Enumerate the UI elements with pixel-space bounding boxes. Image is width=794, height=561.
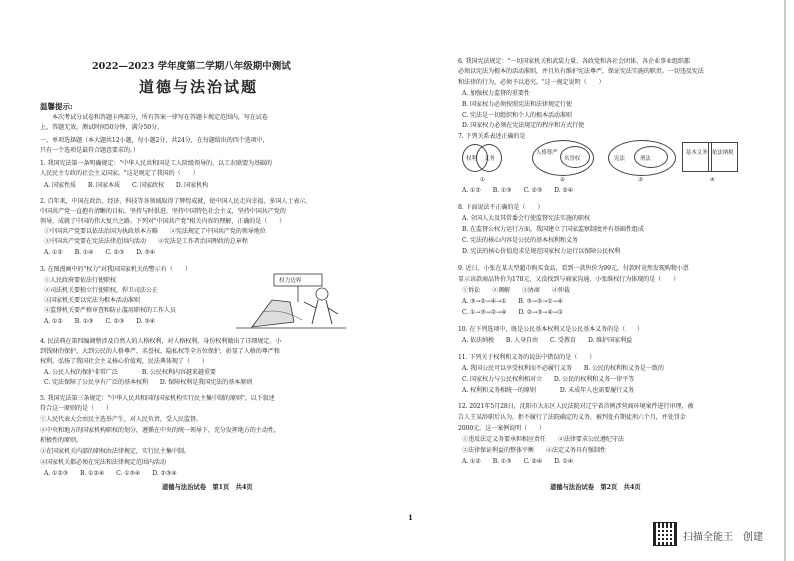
question-3-options: A. ①② B. ①③ C. ②③ D. ③④ [44,318,156,325]
question-10-options: A. 依法纳税 B. 人身自由 C. 受教育 D. 维护国家利益 [462,337,633,344]
question-1: 1. 我国宪法第一条明确规定："中华人民共和国是工人阶级领导的、以工农联盟为基础的 [40,160,272,167]
question-5-statement: ③在国家机关内部的职权由法律规定，实行民主集中制。 [40,448,190,455]
q7-num: ④ [710,177,715,183]
question-6-option: C. 宪法是一切组织和个人的根本活动准则 [462,112,572,119]
question-7-options: A. ①② B. ①③ C. ②③ D. ②④ [462,187,574,194]
question-11-options: A. 我国公民可以享受权利而不必履行义务 B. 公民的权利和义务是一致的 [462,365,664,372]
question-6: 和法律的行为，必须予以追究。"这一规定说明（ ） [458,79,605,86]
question-2-statement: ①中国共产党要以依法治国为执政基本方略 ②宪法规定了中国共产党的领导地位 [44,228,266,235]
q7-label: 义务 [484,156,495,162]
question-3-statement: ②司法机关要独立行使职权，捍卫司法公正 [44,287,158,294]
question-3-statement: ①人民政府要依法行使职权 [44,277,116,284]
question-6-option: B. 国家权力必须按照宪法和法律规定行使 [462,101,572,108]
question-4-options: C. 宪法保障了公民享有广泛的基本权利 D. 保障权利是我国宪法的基本原则 [44,379,253,386]
question-12: 2000元。这一案例说明（ ） [458,425,546,432]
q7-label: 权利 [466,156,477,162]
q7-label: 基本义务 [686,150,708,156]
question-3-statement: ③国家机关要以宪法为根本活动准则 [44,297,140,304]
qr-code-icon [653,522,677,546]
page-footer: 道德与法治试卷 第2页 共4页 [550,484,641,491]
question-8: 8. 下面说法不正确的是（ ） [458,204,544,211]
question-12-statement: ①违反法定义务要承担相应责任 ②法律要求公民遵纪守法 [462,436,624,443]
question-5-statement: ①人民代表大会由民主选举产生，对人民负责，受人民监督。 [40,416,202,423]
question-1-options: A. 国家性质 B. 国家本质 C. 国家政权 D. 国家机构 [44,182,209,189]
q7-label: 依法纳税 [712,150,734,156]
question-2: 领导，成就了中国的伟大复兴之路。下列对"中国共产党"相关内容的理解，正确的是（ ） [40,218,286,225]
question-9-options: A. ③→②→④→① B. ③→②→①→④ [462,298,563,305]
question-11-options: A. 权利和义务相统一的原则 D. 未成年人也需要履行义务 [462,387,635,394]
scanner-watermark: 扫描全能王 创建 [683,532,763,543]
section-heading: 一、单项选择题（本大题共12小题，每小题2分，共24分，在每题给出的四个选项中， [40,137,269,144]
page-number: 1 [408,513,413,522]
notice-label: 温馨提示: [40,102,73,111]
question-5-statement: ②中央和地方的国家机构职权的划分，遵循在中央的统一领导下，充分发挥地方的主动性， [40,427,280,434]
q7-label: 刑法 [640,156,651,162]
question-9: 9. 近日，小张在某大型超市购买食品，看到一款售价为99元，付款时竟然发现购物小票 [458,265,689,272]
question-8-option: A. 全国人大及其常委会行使监督宪法实施的职权 [462,215,590,222]
question-2: 中国共产党一直抱有清晰的目标，坚持与时俱进，坚持中国特色社会主义，坚持中国共产党的 [40,208,286,215]
question-6-option: D. 国家权力必须在宪法规定的程序和方式行使 [462,122,585,129]
question-5-statement: 积极性的原则。 [40,437,82,444]
question-9: 显示该款商品售价为178元，又没找到与商家沟通，小张维权行为体现的是（ ） [458,276,680,283]
question-4-options: A. 公民人权的保护非常广泛 B. 公民权利内容越来越重要 [44,369,216,376]
question-8-option: C. 宪法的核心内容是公民的基本权利和义务 [462,237,578,244]
question-7: 7. 下列关系表述正确的是 [458,133,526,140]
question-4: 到钱财的保护，大到公民的人格尊严、名誉权、隐私权等全方位保护，彰显了人格的尊严和 [40,348,280,355]
question-4: 权利，弘扬了我国社会主义核心价值观，民法典体现了（ ） [40,358,208,365]
question-2: 2. 百年来，中国在政治、经济、科技等各领域取得了辉煌成就，使中国人民走向幸福，多国人士表示， [40,198,312,205]
exam-subject-title: 道德与法治试题 [139,78,259,96]
question-1: 人民民主专政的社会主义国家。"这是规定了我国的（ ） [40,170,199,177]
question-12: 12. 2021年5月28日，沈阳市大东区人民法院对辽宁省首例涉营商环境案件进行审理，被 [458,403,694,410]
intro-line: 上，答题无效，测试时间50分钟，满分50分。 [40,124,163,131]
section-heading: 只有一个选项是最符合题意要求的。） [40,147,139,154]
question-5-statement: ④国家机关都必须在宪法和法律规定范围内活动 [40,459,166,466]
question-6: 6. 我国宪法规定："一切国家机关和武装力量、各政党和各社会团体、各企业事业组织都 [458,58,690,65]
exam-term-title: 2022—2023 学年度第二学期八年级期中测试 [92,61,291,72]
question-8-option: D. 宪法的核心价值追求是规范国家权力运行以保障公民权利 [462,248,621,255]
question-12: 告人王某辞职后认为，拒不履行了法院确定的义务，被判处有期徒刑六个月，并处罚金 [458,414,686,421]
cartoon-sign: 权力边界 [279,278,302,284]
q7-label: 宪法 [614,156,625,162]
question-3: 3. 在图漫画中的"权力"对我国国家机关的警示有（ ） [40,266,191,273]
page-footer: 道德与法治试卷 第1页 共4页 [162,484,253,491]
question-9-statement: ①诉讼 ②调解 ③协商 ④仲裁 [462,287,570,294]
question-9-options: C. ①→③→②→④ D. ②→③→④→① [462,309,564,316]
question-3-statement: ④监督机关要严格审查和防止滥用职权的工作人员 [44,307,176,314]
question-11-options: C. 国家权力与公民权利相对立 D. 公民的权利和义务一律平等 [462,376,635,383]
question-5-options: A. ①②③ B. ①②④ C. ①③④ D. ②③④ [44,470,177,477]
question-12-options: A. ①② B. ①③ C. ②④ D. ①④ [462,458,574,465]
question-5: 符合这一原则的是（ ） [40,405,112,412]
scan-edge [784,0,786,561]
q7-num: ③ [638,177,643,183]
page-right [400,0,794,561]
q7-label: 名誉权 [564,156,581,162]
q7-num: ① [480,177,485,183]
question-2-statement: ③中国共产党要在宪法法律范围内活动 ④宪法是工作者治国理政的总章程 [44,238,248,245]
question-2-options: A. ①② B. ①④ C. ②③ D. ③④ [44,249,156,256]
intro-line: 本次考试分试卷和答题卡两部分，所有答案一律写在答题卡规定范围内，写在试卷 [52,114,268,121]
question-6: 必须以宪法为根本的活动准则，并且负有维护宪法尊严，保证宪法实施的职责。一切违反宪法 [458,68,704,75]
q7-num: ② [560,177,565,183]
question-10: 10. 在下列选项中，既是公民基本权利又是公民基本义务的是（ ） [458,326,644,333]
q7-label: 人格尊严 [536,150,558,156]
question-8-option: B. 在监督公权力运行方面，我国建立了国家监察制度并有基础性组成 [462,226,644,233]
question-5: 5. 我国宪法第三条规定："中华人民共和国的国家机构实行民主集中制的原则"。以下叙述 [40,395,275,402]
question-12-statement: ③法律保证利益的整体平衡 ④法定义务具有强制性 [462,447,606,454]
question-11: 11. 下列关于权利和义务的说法中错误的是（ ） [458,354,596,361]
question-6-option: A. 加强权力监督的重要性 [462,90,530,97]
question-4: 4. 民法典在第四编调整涉及自然人的人格权利，对人格权利、身份权利做出了详细规定。小 [40,338,282,345]
